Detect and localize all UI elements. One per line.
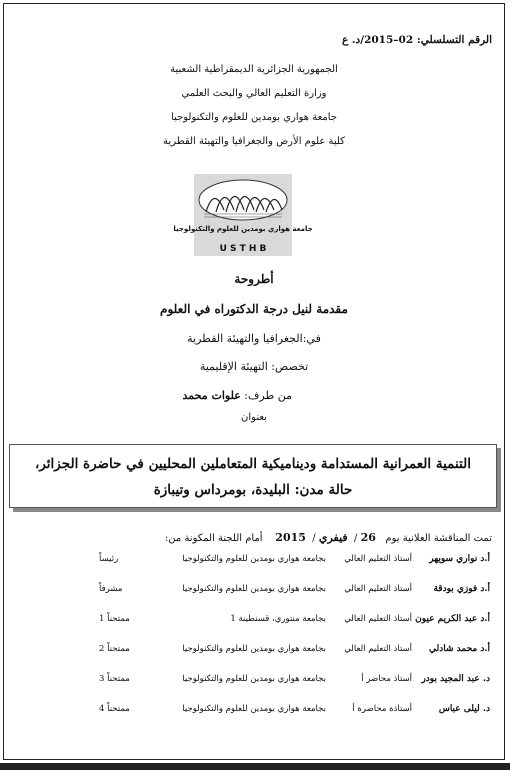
header-university: جامعة هواري بومدين للعلوم والتكنولوجيا bbox=[171, 112, 337, 123]
member-role: ممتحناً 4 bbox=[99, 704, 130, 714]
member-role: ممتحناً 3 bbox=[99, 674, 130, 684]
member-rank: أستاذ محاضر أ bbox=[361, 674, 412, 684]
defense-date: تمت المناقشة العلانية يوم 26 / فيفري / 2015 أمام اللجنة المكونة من: bbox=[164, 531, 492, 544]
header-faculty: كلية علوم الأرض والجغرافيا والتهيئة القطرية bbox=[163, 136, 345, 147]
thesis-title-line-2: حالة مدن: البليدة، بومرداس وتيبازة bbox=[153, 482, 353, 498]
member-role: مشرفاً bbox=[99, 584, 123, 594]
member-rank: أستاذ التعليم العالي bbox=[344, 614, 412, 624]
member-name: أ.د فوزي بودقة bbox=[433, 584, 490, 594]
member-name: د. ليلى عباس bbox=[438, 704, 490, 714]
member-role: ممتحناً 2 bbox=[99, 644, 130, 654]
author-prefix: من طرف: bbox=[244, 389, 292, 402]
logo-latin-text: U S T H B bbox=[219, 244, 267, 254]
committee-row bbox=[4, 614, 504, 632]
university-logo bbox=[173, 174, 313, 256]
author-name: علوات محمد bbox=[182, 389, 241, 402]
committee-row bbox=[4, 584, 504, 602]
defense-day: 26 bbox=[360, 531, 376, 544]
thesis-title-box bbox=[9, 444, 497, 508]
defense-suffix: أمام اللجنة المكونة من: bbox=[164, 533, 263, 544]
member-name: أ.د نواري سويهر bbox=[429, 554, 490, 564]
member-institution: بجامعة هواري بومدين للعلوم والتكنولوجيا bbox=[182, 584, 326, 594]
header-ministry: وزارة التعليم العالي والبحث العلمي bbox=[181, 88, 327, 99]
usthb-logo-graphic bbox=[173, 174, 313, 256]
member-institution: بجامعة منتوري، قسنطينة 1 bbox=[230, 614, 326, 624]
thesis-specialty: تخصص: التهيئة الإقليمية bbox=[199, 360, 309, 373]
committee-row bbox=[4, 704, 504, 722]
member-rank: أستاذ التعليم العالي bbox=[344, 554, 412, 564]
header-republic: الجمهورية الجزائرية الديمقراطية الشعبية bbox=[170, 64, 338, 75]
member-institution: بجامعة هواري بومدين للعلوم والتكنولوجيا bbox=[182, 674, 326, 684]
member-institution: بجامعة هواري بومدين للعلوم والتكنولوجيا bbox=[182, 554, 326, 564]
defense-year: 2015 bbox=[275, 531, 306, 544]
member-rank: أستاذة محاضرة أ bbox=[352, 704, 412, 714]
member-institution: بجامعة هواري بومدين للعلوم والتكنولوجيا bbox=[182, 644, 326, 654]
logo-arabic-text: جامعة هواري بومدين للعلوم والتكنولوجيا bbox=[173, 225, 313, 233]
committee-row bbox=[4, 554, 504, 572]
member-role: رئيساً bbox=[99, 554, 119, 564]
member-institution: بجامعة هواري بومدين للعلوم والتكنولوجيا bbox=[182, 704, 326, 714]
member-name: د. عبد المجيد بودر bbox=[421, 674, 490, 684]
member-name: أ.د عبد الكريم عيون bbox=[415, 614, 490, 624]
serial-number: الرقم التسلسلي: 02–2015/د. ع bbox=[341, 34, 492, 46]
member-name: أ.د محمد شادلي bbox=[428, 644, 490, 654]
defense-month: فيفري bbox=[318, 531, 348, 544]
thesis-title-line-1: التنمية العمرانية المستدامة وديناميكية المتعاملين المحليين في حاضرة الجزائر، bbox=[34, 456, 471, 472]
document-page bbox=[3, 3, 505, 760]
member-rank: أستاذ التعليم العالي bbox=[344, 644, 412, 654]
thesis-author bbox=[183, 389, 292, 402]
title-intro: بعنوان bbox=[241, 412, 267, 423]
bottom-border-bar bbox=[0, 763, 510, 770]
member-role: ممتحناً 1 bbox=[99, 614, 130, 624]
member-rank: أستاذ التعليم العالي bbox=[344, 584, 412, 594]
committee-row bbox=[4, 644, 504, 662]
thesis-degree: مقدمة لنيل درجة الدكتوراه في العلوم bbox=[160, 302, 348, 316]
thesis-field: في:الجغرافيا والتهيئة القطرية bbox=[187, 332, 321, 345]
committee-row bbox=[4, 674, 504, 692]
defense-prefix: تمت المناقشة العلانية يوم bbox=[385, 533, 492, 544]
thesis-type: أطروحة bbox=[234, 272, 274, 286]
